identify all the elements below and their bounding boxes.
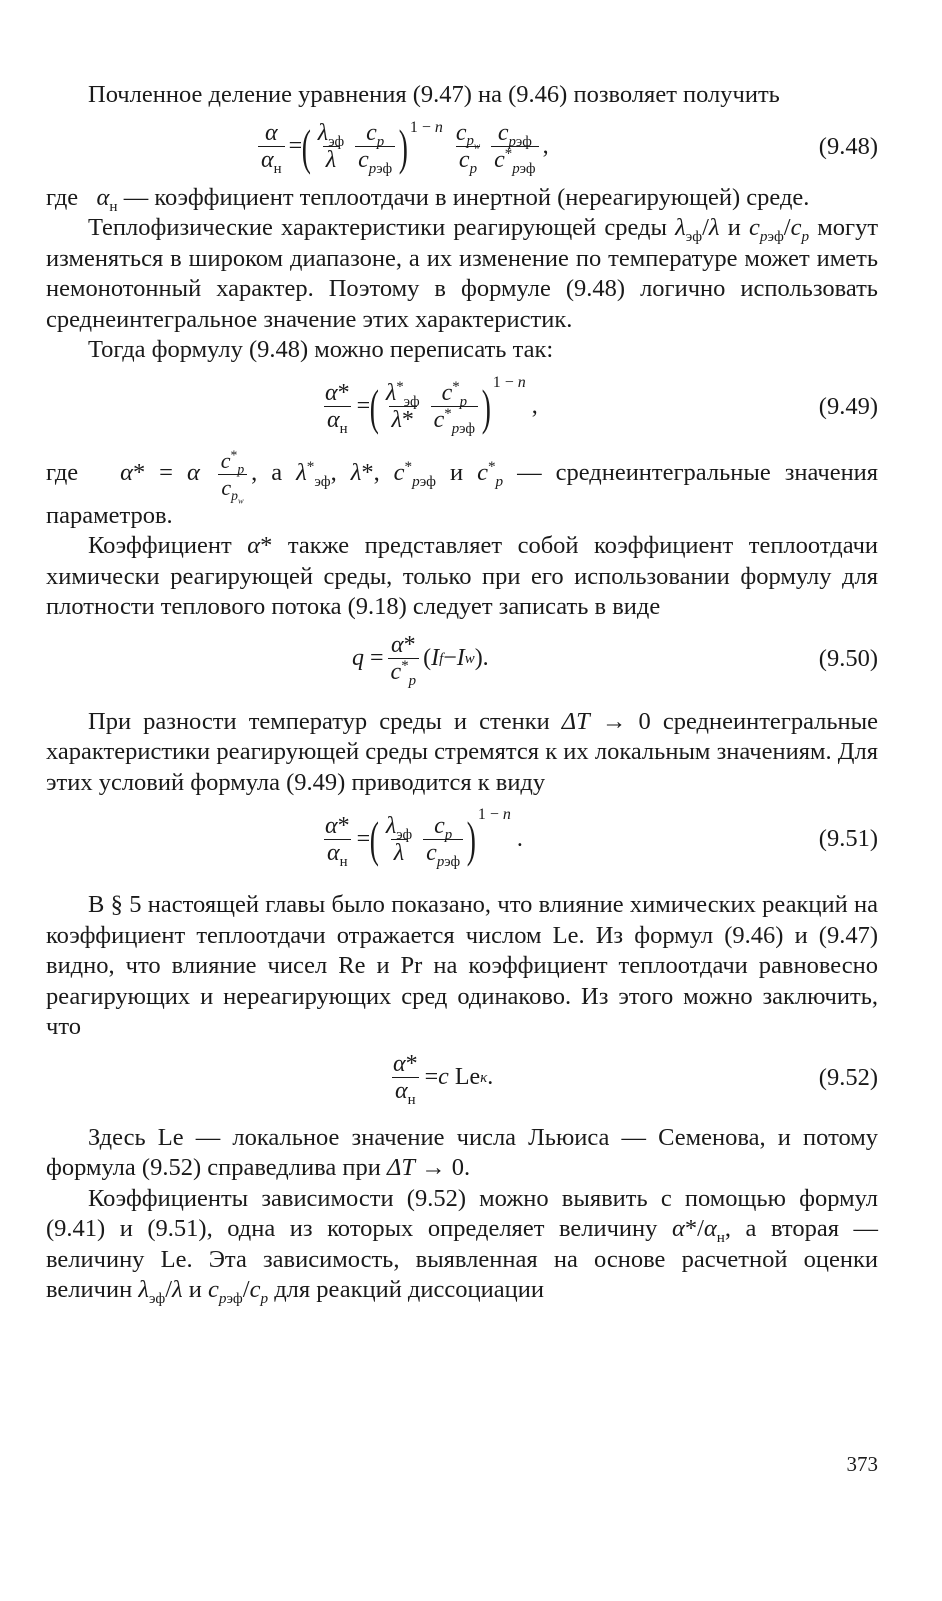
equation-number: (9.48) xyxy=(818,132,878,160)
equation-number: (9.50) xyxy=(818,644,878,672)
equation-9-48 xyxy=(46,111,878,183)
equation-number: (9.52) xyxy=(818,1063,878,1091)
formula-9-49: $\frac{\alpha*}{\alpha_н}$ = ( $\frac{\lambda^*_{эф}}{\lambda*}$ $\frac{c^*_p}{c^*_{pэф}}$ ) 1 − n , xyxy=(325,373,538,437)
equation-number: (9.51) xyxy=(818,825,878,853)
equation-9-51 xyxy=(46,798,878,880)
paragraph-7: Здесь Le — локальное значение числа Льюиса — Семенова, и потому формула (9.52) справедлива при ΔT → 0. xyxy=(46,1123,878,1182)
paragraph-8: Коэффициенты зависимости (9.52) можно выявить с помощью формул (9.41) и (9.51), одна из которых определяет величину $\alpha*/\alpha_н$, а вторая — величину Le. Эта зависимость, выявленная на основе расчетной оценки величин $\lambda_{эф}/\lambda$ и $c_{pэф}/c_p$ для реакций диссоциации xyxy=(46,1184,878,1307)
paragraph-3: Тогда формулу (9.48) можно переписать так: xyxy=(88,336,554,363)
page-number: 373 xyxy=(846,1452,878,1476)
equation-9-49 xyxy=(46,366,878,448)
paragraph-1: Почленное деление уравнения (9.47) на (9.46) позволяет получить xyxy=(88,81,780,108)
equation-9-52 xyxy=(46,1043,878,1113)
paragraph-2: Теплофизические характеристики реагирующей среды $\lambda_{эф}/\lambda$ и $c_{pэф}/c_p$ могут изменяться в широком диапазоне, а их изменение по температуре может иметь немонотонный характер. Поэтому в формуле (9.48) логично использовать среднеинтегральное значение этих характеристик. xyxy=(46,214,879,333)
paragraph-5: При разности температур среды и стенки ΔT → 0 среднеинтегральные характеристики реагирующей среды стремятся к их локальным значениям. Для этих условий формула (9.49) приводится к виду xyxy=(46,707,879,796)
equation-9-50 xyxy=(46,623,878,695)
equation-number: (9.49) xyxy=(818,392,878,420)
formula-9-50: q = $\frac{\alpha*}{c^*_p}$ ( I f − I w ). xyxy=(352,632,489,689)
where-clause-2: где α* = α $\frac{c^*_p}{c_{p_w}}$ , а $\lambda^*_{эф}$, λ*, $c^*_{pэф}$ и $c^*_p$ — среднеинтегральные значения параметров. xyxy=(46,447,879,529)
formula-9-48: $\frac{\alpha}{\alpha_н}$ = ( $\frac{\lambda_{эф}}{\lambda}$ $\frac{c_p}{c_{pэф}}$ ) 1 − n $\frac{c_{p_w}}{c_p}$ $\frac{c_{pэф}}{c^*_{pэф}}$ , xyxy=(254,111,549,183)
formula-9-51: $\frac{\alpha*}{\alpha_н}$ = ( $\frac{\lambda_{эф}}{\lambda}$ $\frac{c_p}{c_{pэф}}$ ) 1 − n . xyxy=(325,806,523,870)
paragraph-6: В § 5 настоящей главы было показано, что влияние химических реакций на коэффициент теплоотдачи отражается числом Le. Из формул (9.46) и (9.47) видно, что влияние чисел Re и Pr на коэффициент теплоотдачи равновесно реагирующих и нереагирующих сред одинаково. Из этого можно заключить, что xyxy=(46,891,878,1041)
page-body xyxy=(46,80,878,1306)
where-clause-1: где $\alpha_н$ — коэффициент теплоотдачи в инертной (нереагирующей) среде. xyxy=(46,183,810,215)
formula-9-52: $\frac{\alpha*}{\alpha_н}$ = c Le κ . xyxy=(393,1051,494,1108)
paragraph-4: Коэффициент α* также представляет собой коэффициент теплоотдачи химически реагирующей среды, только при его использовании формулу для плотности теплового потока (9.18) следует записать в виде xyxy=(46,532,879,621)
